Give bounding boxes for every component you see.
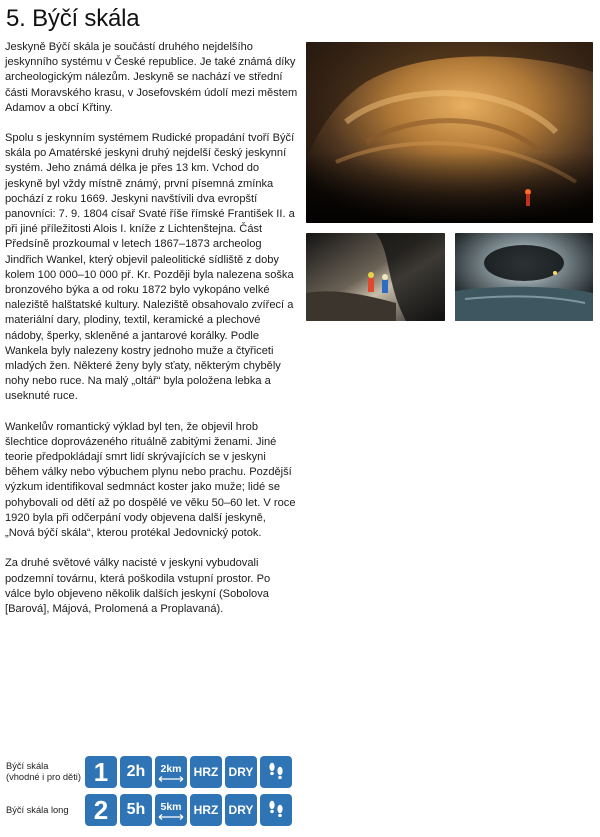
route-footprints-badge	[260, 756, 292, 788]
article-text	[5, 40, 298, 632]
route-badges	[85, 794, 292, 826]
cave-photo-cavers	[306, 233, 445, 321]
route-label: Býčí skála (vhodné i pro děti)	[6, 761, 81, 782]
paragraph-war: Za druhé světové války nacisté v jeskyni vybudovali podzemní továrnu, která poškodila vstupní prostor. Po válce bylo objeveno několik dalších jeskyní (Sobolova [Barová], Májová, Prolomená a Proplavaná).	[5, 557, 271, 615]
page-title: 5. Býčí skála	[6, 5, 140, 32]
route-distance-value: 5km	[160, 800, 182, 813]
footprints-icon	[266, 761, 286, 783]
route-dry-badge: DRY	[225, 794, 257, 826]
route-time-badge: 5h	[120, 794, 152, 826]
cave-photo-main	[306, 42, 593, 223]
paragraph-intro: Jeskyně Býčí skála je součástí druhého nejdelšího jeskynního systému v České republice. Je také známá díky archeologickým nálezům. Jeskyně se nachází ve střední části Moravského krasu, v Josefovském údolí mezi městem Adamov a obcí Křtiny.	[5, 41, 298, 114]
route-number-badge: 2	[85, 794, 117, 826]
route-time-badge: 2h	[120, 756, 152, 788]
route-number-badge: 1	[85, 756, 117, 788]
route-label: Býčí skála long	[6, 804, 69, 815]
paragraph-theories: Wankelův romantický výklad byl ten, že objevil hrob šlechtice doprovázeného rituálně zabitými ženami. Jiné teorie předpokládají smrt lidí skrývajících se v jeskyni během války nebo výbuchem plynu nebo prachu. Pozdější výzkum identifikoval sedmnáct koster jako muže; lidé se pohybovali od dětí až po dospělé ve věku 50–60 let. V roce 1920 byla při odčerpání vody objevena další jeskyně, „Nová býčí skála“, kterou protékal Jedovnický potok.	[5, 420, 296, 540]
route-distance-badge	[155, 794, 187, 826]
route-dry-badge: DRY	[225, 756, 257, 788]
route-row-1	[6, 756, 292, 788]
double-arrow-icon	[158, 776, 184, 782]
footprints-icon	[266, 799, 286, 821]
route-row-2	[6, 794, 292, 826]
route-distance-value: 2km	[160, 762, 182, 775]
route-hrz-badge: HRZ	[190, 756, 222, 788]
cave-photo-stream	[455, 233, 593, 321]
route-distance-badge	[155, 756, 187, 788]
route-badges	[85, 756, 292, 788]
route-hrz-badge: HRZ	[190, 794, 222, 826]
route-footprints-badge	[260, 794, 292, 826]
paragraph-history: Spolu s jeskynním systémem Rudické propadání tvoří Býčí skála po Amatérské jeskyni druhý nejdelší český jeskynní systém. Jeho známá délka je přes 13 km. Vchod do jeskyně byl vždy místně známý, první písemná zmínka pochází z roku 1669. Jeskyni navštívili dva evropští panovníci: 7. 9. 1804 císař Svaté říše římské František II. a při jiné příležitosti Alois I. kníže z Lichtenštejna. Část Předsíně prozkoumal v letech 1867–1873 archeolog Jindřich Wankel, který objevil paleolitické sídliště z doby kolem 100 000–10 000 př. Kr. Později byla nalezena soška bronzového býka a od roku 1872 bylo vykopáno velké naleziště halštatské kultury. Naleziště obsahovalo zvířecí a materiální dary, plodiny, textil, keramické a plechové nádoby, šperky, skleněné a jantarové korálky. Podle Wankela byly nalezeny kostry jednoho muže a čtyřiceti mladých žen. Některé ženy byly sťaty, některým chyběly nohy nebo ruce. Na malý „oltář“ byla položena lebka a useknuté ruce.	[5, 132, 295, 403]
double-arrow-icon	[158, 814, 184, 820]
